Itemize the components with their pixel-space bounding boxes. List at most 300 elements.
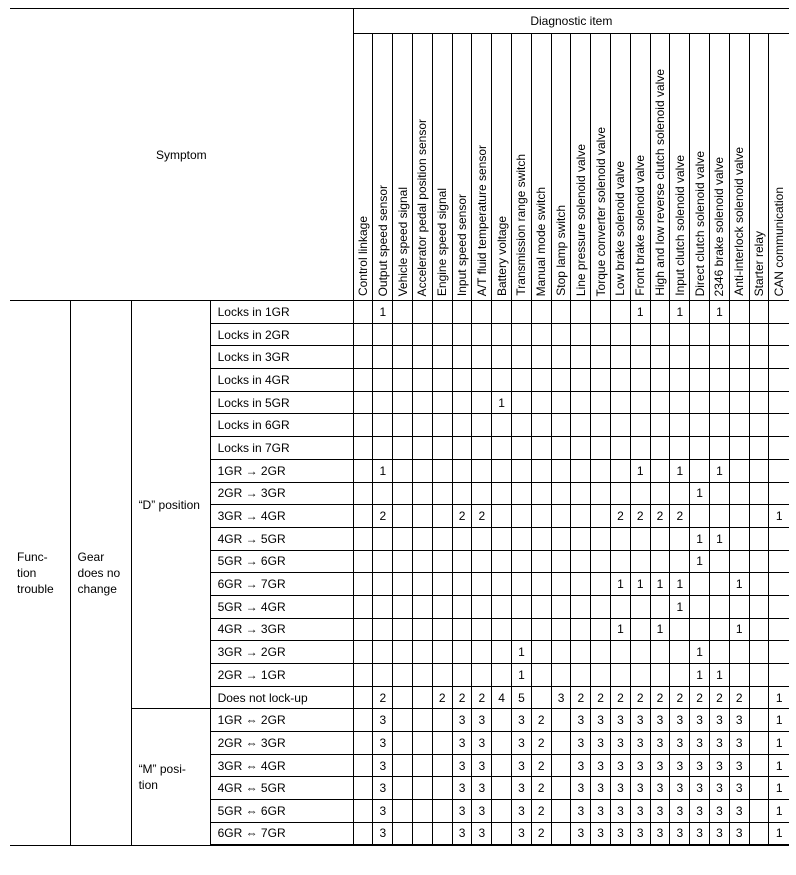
diagnostic-value-cell: 1 — [373, 459, 393, 482]
diagnostic-value-cell — [452, 369, 472, 392]
diagnostic-value-cell — [650, 664, 670, 687]
diagnostic-item-label: Battery voltage — [494, 215, 509, 296]
diagnostic-value-cell — [531, 641, 551, 664]
diagnostic-value-cell — [353, 573, 373, 596]
diagnostic-value-cell: 1 — [769, 800, 789, 823]
diagnostic-value-cell — [492, 595, 512, 618]
diagnostic-item-column — [571, 34, 591, 301]
diagnostic-value-cell: 2 — [452, 686, 472, 709]
diagnostic-value-cell — [551, 732, 571, 755]
diagnostic-value-cell — [630, 369, 650, 392]
diagnostic-value-cell — [591, 459, 611, 482]
diagnostic-value-cell — [670, 437, 690, 460]
diagnostic-value-cell — [630, 346, 650, 369]
diagnostic-value-cell — [749, 573, 769, 596]
diagnostic-value-cell: 2 — [591, 686, 611, 709]
diagnostic-item-column — [630, 34, 650, 301]
diagnostic-table — [10, 8, 789, 846]
diagnostic-value-cell: 2 — [531, 822, 551, 845]
diagnostic-value-cell: 2 — [373, 686, 393, 709]
diagnostic-value-cell: 1 — [492, 391, 512, 414]
diagnostic-value-cell: 3 — [452, 754, 472, 777]
diagnostic-value-cell: 3 — [452, 732, 472, 755]
diagnostic-value-cell — [749, 595, 769, 618]
diagnostic-value-cell — [571, 323, 591, 346]
diagnostic-value-cell — [571, 595, 591, 618]
diagnostic-value-cell — [512, 482, 532, 505]
diagnostic-value-cell: 3 — [729, 709, 749, 732]
diagnostic-value-cell — [749, 550, 769, 573]
diagnostic-value-cell: 1 — [769, 709, 789, 732]
diagnostic-value-cell: 3 — [729, 777, 749, 800]
m-position-cell: “M” posi- tion — [131, 709, 210, 845]
diagnostic-value-cell — [492, 414, 512, 437]
diagnostic-value-cell — [611, 664, 631, 687]
diagnostic-value-cell — [729, 301, 749, 324]
diagnostic-value-cell — [413, 505, 433, 528]
diagnostic-value-cell: 3 — [571, 754, 591, 777]
diagnostic-value-cell: 2 — [531, 732, 551, 755]
diagnostic-value-cell — [591, 505, 611, 528]
diagnostic-value-cell: 3 — [571, 709, 591, 732]
diagnostic-value-cell: 1 — [690, 664, 710, 687]
diagnostic-value-cell: 3 — [591, 822, 611, 845]
diagnostic-value-cell — [630, 437, 650, 460]
diagnostic-value-cell — [472, 527, 492, 550]
diagnostic-value-cell — [710, 573, 730, 596]
diagnostic-value-cell — [749, 459, 769, 482]
symptom-header: Symptom — [10, 9, 353, 301]
symptom-label: 5GR → 4GR — [210, 595, 353, 618]
diagnostic-value-cell — [373, 323, 393, 346]
diagnostic-value-cell: 3 — [591, 709, 611, 732]
diagnostic-value-cell: 1 — [769, 777, 789, 800]
diagnostic-value-cell — [729, 664, 749, 687]
diagnostic-value-cell — [413, 754, 433, 777]
diagnostic-value-cell — [353, 732, 373, 755]
diagnostic-value-cell: 3 — [373, 777, 393, 800]
diagnostic-value-cell — [670, 369, 690, 392]
diagnostic-value-cell — [492, 754, 512, 777]
diagnostic-value-cell: 3 — [611, 777, 631, 800]
diagnostic-value-cell — [512, 618, 532, 641]
diagnostic-value-cell — [710, 505, 730, 528]
diagnostic-item-label: Transmission range switch — [514, 154, 529, 296]
diagnostic-value-cell — [591, 437, 611, 460]
diagnostic-value-cell — [452, 664, 472, 687]
diagnostic-value-cell — [769, 414, 789, 437]
diagnostic-value-cell: 1 — [710, 459, 730, 482]
diagnostic-value-cell: 3 — [729, 800, 749, 823]
diagnostic-value-cell: 1 — [512, 641, 532, 664]
diagnostic-value-cell: 3 — [571, 822, 591, 845]
symptom-label: Locks in 7GR — [210, 437, 353, 460]
diagnostic-value-cell — [591, 618, 611, 641]
diagnostic-value-cell — [591, 573, 611, 596]
symptom-label: Locks in 5GR — [210, 391, 353, 414]
diagnostic-value-cell — [531, 414, 551, 437]
diagnostic-item-label: Output speed sensor — [375, 184, 390, 296]
diagnostic-value-cell — [531, 391, 551, 414]
diagnostic-value-cell — [611, 437, 631, 460]
diagnostic-value-cell — [591, 301, 611, 324]
diagnostic-value-cell — [492, 732, 512, 755]
diagnostic-value-cell: 3 — [690, 822, 710, 845]
diagnostic-value-cell — [551, 573, 571, 596]
diagnostic-value-cell — [769, 550, 789, 573]
diagnostic-value-cell — [591, 346, 611, 369]
diagnostic-value-cell — [531, 323, 551, 346]
diagnostic-item-label: Input speed sensor — [455, 193, 470, 296]
diagnostic-value-cell — [690, 323, 710, 346]
diagnostic-value-cell — [591, 527, 611, 550]
diagnostic-value-cell: 3 — [630, 732, 650, 755]
diagnostic-table-container — [10, 8, 789, 846]
diagnostic-value-cell — [452, 595, 472, 618]
diagnostic-value-cell — [690, 346, 710, 369]
diagnostic-value-cell — [551, 777, 571, 800]
diagnostic-value-cell — [630, 414, 650, 437]
diagnostic-value-cell — [531, 301, 551, 324]
diagnostic-value-cell — [492, 709, 512, 732]
diagnostic-value-cell: 2 — [531, 754, 551, 777]
diagnostic-item-label: Torque converter solenoid valve — [593, 126, 608, 296]
diagnostic-value-cell — [353, 777, 373, 800]
diagnostic-value-cell: 1 — [769, 732, 789, 755]
diagnostic-value-cell — [373, 595, 393, 618]
diagnostic-value-cell — [551, 346, 571, 369]
diagnostic-value-cell — [670, 323, 690, 346]
diagnostic-value-cell — [413, 301, 433, 324]
diagnostic-value-cell: 3 — [512, 732, 532, 755]
diagnostic-value-cell — [432, 641, 452, 664]
diagnostic-value-cell — [472, 414, 492, 437]
diagnostic-value-cell: 3 — [591, 777, 611, 800]
diagnostic-value-cell — [413, 777, 433, 800]
diagnostic-value-cell — [611, 369, 631, 392]
diagnostic-value-cell — [353, 505, 373, 528]
diagnostic-item-label: Starter relay — [752, 230, 766, 296]
diagnostic-value-cell — [650, 323, 670, 346]
diagnostic-value-cell — [432, 550, 452, 573]
diagnostic-item-label: Accelerator pedal position sensor — [415, 118, 430, 296]
diagnostic-item-column — [591, 34, 611, 301]
diagnostic-item-label: CAN communication — [772, 186, 787, 296]
symptom-label: 4GR ⇔ 5GR — [210, 777, 353, 800]
diagnostic-value-cell — [531, 618, 551, 641]
diagnostic-value-cell — [650, 437, 670, 460]
diagnostic-value-cell — [729, 527, 749, 550]
diagnostic-value-cell — [551, 459, 571, 482]
diagnostic-value-cell — [591, 664, 611, 687]
symptom-label: Locks in 6GR — [210, 414, 353, 437]
diagnostic-value-cell: 3 — [373, 754, 393, 777]
diagnostic-item-header: Diagnostic item — [353, 9, 789, 34]
diagnostic-value-cell — [373, 573, 393, 596]
diagnostic-value-cell: 3 — [611, 800, 631, 823]
diagnostic-value-cell — [749, 369, 769, 392]
diagnostic-value-cell — [531, 686, 551, 709]
diagnostic-value-cell — [551, 800, 571, 823]
diagnostic-value-cell — [749, 391, 769, 414]
diagnostic-value-cell — [413, 618, 433, 641]
diagnostic-value-cell — [630, 482, 650, 505]
diagnostic-value-cell — [670, 641, 690, 664]
diagnostic-value-cell: 3 — [729, 732, 749, 755]
diagnostic-value-cell: 1 — [769, 822, 789, 845]
diagnostic-value-cell — [571, 391, 591, 414]
diagnostic-value-cell: 1 — [710, 527, 730, 550]
diagnostic-value-cell — [710, 618, 730, 641]
diagnostic-value-cell — [591, 323, 611, 346]
diagnostic-value-cell: 3 — [650, 732, 670, 755]
diagnostic-value-cell — [769, 482, 789, 505]
diagnostic-item-label: A/T fluid temperature sensor — [474, 144, 489, 296]
diagnostic-value-cell — [353, 709, 373, 732]
diagnostic-value-cell — [710, 550, 730, 573]
diagnostic-value-cell — [551, 482, 571, 505]
diagnostic-value-cell — [769, 527, 789, 550]
diagnostic-value-cell — [591, 550, 611, 573]
diagnostic-value-cell — [571, 459, 591, 482]
diagnostic-value-cell — [690, 369, 710, 392]
diagnostic-value-cell: 5 — [512, 686, 532, 709]
diagnostic-item-label: 2346 brake solenoid valve — [712, 156, 727, 296]
diagnostic-value-cell — [551, 391, 571, 414]
diagnostic-value-cell — [571, 301, 591, 324]
diagnostic-value-cell: 3 — [710, 709, 730, 732]
diagnostic-value-cell — [630, 595, 650, 618]
diagnostic-value-cell — [472, 641, 492, 664]
diagnostic-value-cell — [769, 323, 789, 346]
diagnostic-value-cell — [492, 573, 512, 596]
diagnostic-value-cell — [472, 573, 492, 596]
diagnostic-item-column — [531, 34, 551, 301]
diagnostic-value-cell — [551, 414, 571, 437]
diagnostic-value-cell — [393, 346, 413, 369]
diagnostic-value-cell — [710, 414, 730, 437]
diagnostic-value-cell: 3 — [611, 709, 631, 732]
diagnostic-value-cell — [551, 323, 571, 346]
diagnostic-item-label: Vehicle speed signal — [395, 186, 410, 296]
diagnostic-value-cell — [432, 822, 452, 845]
diagnostic-value-cell — [393, 754, 413, 777]
diagnostic-value-cell — [551, 301, 571, 324]
diagnostic-value-cell — [492, 346, 512, 369]
diagnostic-value-cell — [512, 459, 532, 482]
diagnostic-value-cell: 3 — [452, 709, 472, 732]
diagnostic-value-cell — [749, 301, 769, 324]
diagnostic-value-cell — [492, 301, 512, 324]
diagnostic-value-cell: 1 — [769, 505, 789, 528]
diagnostic-value-cell: 3 — [472, 732, 492, 755]
diagnostic-value-cell — [452, 346, 472, 369]
diagnostic-value-cell — [413, 595, 433, 618]
diagnostic-value-cell: 1 — [650, 618, 670, 641]
diagnostic-value-cell: 3 — [630, 754, 650, 777]
diagnostic-value-cell: 2 — [432, 686, 452, 709]
diagnostic-value-cell — [353, 686, 373, 709]
diagnostic-value-cell — [531, 505, 551, 528]
diagnostic-value-cell — [749, 618, 769, 641]
diagnostic-value-cell — [769, 437, 789, 460]
symptom-rows — [10, 301, 789, 846]
diagnostic-value-cell — [769, 391, 789, 414]
diagnostic-value-cell — [393, 437, 413, 460]
diagnostic-value-cell — [531, 573, 551, 596]
diagnostic-value-cell — [650, 346, 670, 369]
diagnostic-value-cell — [690, 618, 710, 641]
diagnostic-value-cell — [749, 437, 769, 460]
diagnostic-value-cell: 1 — [710, 664, 730, 687]
diagnostic-value-cell — [413, 664, 433, 687]
diagnostic-value-cell — [551, 709, 571, 732]
diagnostic-value-cell — [432, 595, 452, 618]
diagnostic-value-cell — [353, 369, 373, 392]
diagnostic-value-cell — [492, 482, 512, 505]
diagnostic-value-cell — [749, 709, 769, 732]
diagnostic-value-cell — [571, 369, 591, 392]
diagnostic-item-column — [710, 34, 730, 301]
diagnostic-value-cell — [472, 550, 492, 573]
diagnostic-value-cell: 3 — [512, 754, 532, 777]
diagnostic-value-cell — [413, 369, 433, 392]
diagnostic-value-cell — [393, 641, 413, 664]
table-row — [10, 301, 789, 324]
diagnostic-value-cell — [472, 346, 492, 369]
diagnostic-value-cell — [611, 459, 631, 482]
diagnostic-value-cell — [710, 641, 730, 664]
diagnostic-value-cell — [531, 527, 551, 550]
diagnostic-value-cell: 1 — [670, 573, 690, 596]
diagnostic-value-cell — [413, 550, 433, 573]
diagnostic-value-cell: 3 — [551, 686, 571, 709]
diagnostic-item-column — [452, 34, 472, 301]
diagnostic-value-cell — [353, 595, 373, 618]
diagnostic-value-cell — [373, 664, 393, 687]
diagnostic-value-cell — [432, 301, 452, 324]
diagnostic-value-cell — [512, 391, 532, 414]
diagnostic-value-cell — [432, 777, 452, 800]
diagnostic-value-cell — [353, 754, 373, 777]
diagnostic-value-cell: 3 — [670, 800, 690, 823]
diagnostic-value-cell — [373, 550, 393, 573]
diagnostic-value-cell — [571, 482, 591, 505]
diagnostic-value-cell: 3 — [373, 800, 393, 823]
diagnostic-value-cell — [472, 323, 492, 346]
diagnostic-value-cell — [472, 482, 492, 505]
diagnostic-value-cell — [670, 664, 690, 687]
diagnostic-item-column — [729, 34, 749, 301]
diagnostic-value-cell: 3 — [512, 800, 532, 823]
diagnostic-value-cell: 2 — [670, 686, 690, 709]
diagnostic-value-cell — [492, 323, 512, 346]
diagnostic-item-label: Engine speed signal — [435, 187, 450, 296]
diagnostic-value-cell: 3 — [373, 822, 393, 845]
diagnostic-item-column — [551, 34, 571, 301]
diagnostic-value-cell — [650, 482, 670, 505]
category-cell: Func- tion trouble — [10, 301, 70, 846]
diagnostic-value-cell: 2 — [650, 686, 670, 709]
diagnostic-value-cell — [492, 437, 512, 460]
diagnostic-value-cell — [432, 527, 452, 550]
symptom-label: 3GR → 2GR — [210, 641, 353, 664]
diagnostic-value-cell — [492, 505, 512, 528]
diagnostic-value-cell: 1 — [670, 301, 690, 324]
diagnostic-value-cell — [650, 550, 670, 573]
diagnostic-value-cell — [531, 550, 551, 573]
d-position-cell: “D” position — [131, 301, 210, 709]
diagnostic-value-cell — [353, 346, 373, 369]
diagnostic-value-cell — [749, 323, 769, 346]
diagnostic-value-cell: 3 — [571, 777, 591, 800]
diagnostic-value-cell — [571, 527, 591, 550]
diagnostic-value-cell — [630, 323, 650, 346]
diagnostic-value-cell — [729, 505, 749, 528]
diagnostic-value-cell — [373, 641, 393, 664]
diagnostic-value-cell — [492, 777, 512, 800]
diagnostic-value-cell: 3 — [591, 754, 611, 777]
diagnostic-value-cell — [452, 573, 472, 596]
diagnostic-item-label: Stop lamp switch — [554, 205, 569, 296]
diagnostic-value-cell — [353, 550, 373, 573]
diagnostic-value-cell: 3 — [512, 709, 532, 732]
diagnostic-value-cell — [769, 618, 789, 641]
diagnostic-value-cell — [353, 664, 373, 687]
diagnostic-value-cell — [591, 595, 611, 618]
diagnostic-value-cell — [472, 664, 492, 687]
diagnostic-value-cell — [393, 527, 413, 550]
diagnostic-value-cell — [413, 732, 433, 755]
diagnostic-value-cell — [670, 391, 690, 414]
diagnostic-value-cell: 3 — [690, 754, 710, 777]
symptom-label: 3GR ⇔ 4GR — [210, 754, 353, 777]
diagnostic-value-cell — [531, 437, 551, 460]
diagnostic-value-cell — [512, 369, 532, 392]
diagnostic-value-cell — [571, 550, 591, 573]
diagnostic-value-cell — [670, 527, 690, 550]
diagnostic-value-cell — [393, 323, 413, 346]
diagnostic-value-cell — [432, 323, 452, 346]
diagnostic-value-cell: 1 — [630, 573, 650, 596]
diagnostic-value-cell — [710, 369, 730, 392]
diagnostic-value-cell — [551, 369, 571, 392]
diagnostic-value-cell — [710, 595, 730, 618]
diagnostic-value-cell — [729, 346, 749, 369]
diagnostic-value-cell — [571, 618, 591, 641]
diagnostic-value-cell — [373, 414, 393, 437]
diagnostic-value-cell — [353, 414, 373, 437]
diagnostic-value-cell — [413, 800, 433, 823]
diagnostic-value-cell: 3 — [650, 822, 670, 845]
diagnostic-value-cell: 3 — [373, 732, 393, 755]
diagnostic-value-cell — [432, 437, 452, 460]
diagnostic-value-cell: 1 — [690, 482, 710, 505]
diagnostic-item-column — [769, 34, 789, 301]
diagnostic-value-cell — [650, 527, 670, 550]
diagnostic-value-cell — [670, 618, 690, 641]
diagnostic-value-cell — [729, 323, 749, 346]
diagnostic-value-cell — [432, 618, 452, 641]
diagnostic-value-cell — [769, 664, 789, 687]
symptom-label: Locks in 1GR — [210, 301, 353, 324]
diagnostic-value-cell — [729, 459, 749, 482]
diagnostic-value-cell — [393, 573, 413, 596]
diagnostic-item-column — [749, 34, 769, 301]
diagnostic-value-cell — [432, 482, 452, 505]
diagnostic-value-cell: 2 — [611, 505, 631, 528]
diagnostic-value-cell — [650, 595, 670, 618]
